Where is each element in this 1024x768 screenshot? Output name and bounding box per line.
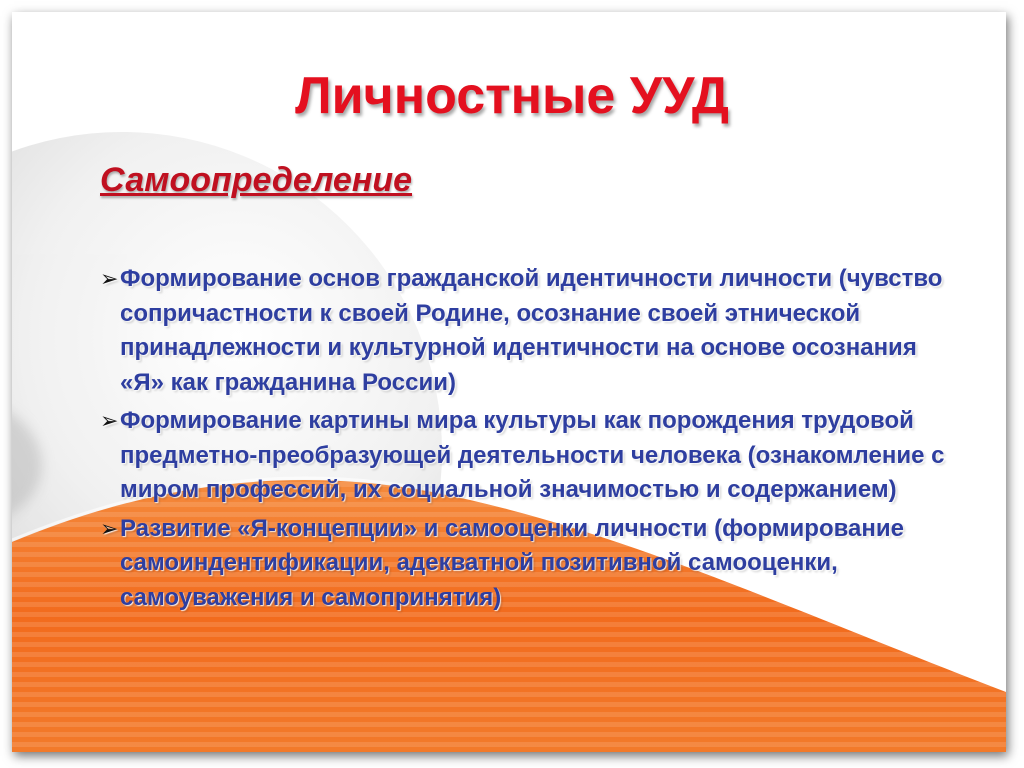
bullet-list <box>100 262 960 619</box>
section-heading: Самоопределение <box>100 161 413 199</box>
arrowhead-bullet-icon: ➢ <box>100 266 119 291</box>
bullet-item <box>100 262 960 400</box>
bullet-text: Формирование основ гражданской идентичности личности (чувство сопричастности к своей Родине, осознание своей этнической принадлежности и культурной идентичности на основе осознания «Я» как гражданина России) <box>120 265 943 396</box>
arrowhead-bullet-icon: ➢ <box>100 515 119 541</box>
slide-title: Личностные УУД <box>295 67 729 125</box>
bullet-text: Развитие «Я-концепции» и самооценки личности (формирование самоиндентификации, адекватной позитивной самооценки, самоуважения и самопринятия) <box>120 514 904 611</box>
arrowhead-bullet-icon: ➢ <box>100 408 119 433</box>
bullet-item <box>100 512 960 616</box>
bullet-text: Формирование картины мира культуры как порождения трудовой предметно-преобразующей деятельности человека (ознакомление с миром профессий, их социальной значимостью и содержанием) <box>120 407 945 503</box>
bullet-item <box>100 404 960 508</box>
